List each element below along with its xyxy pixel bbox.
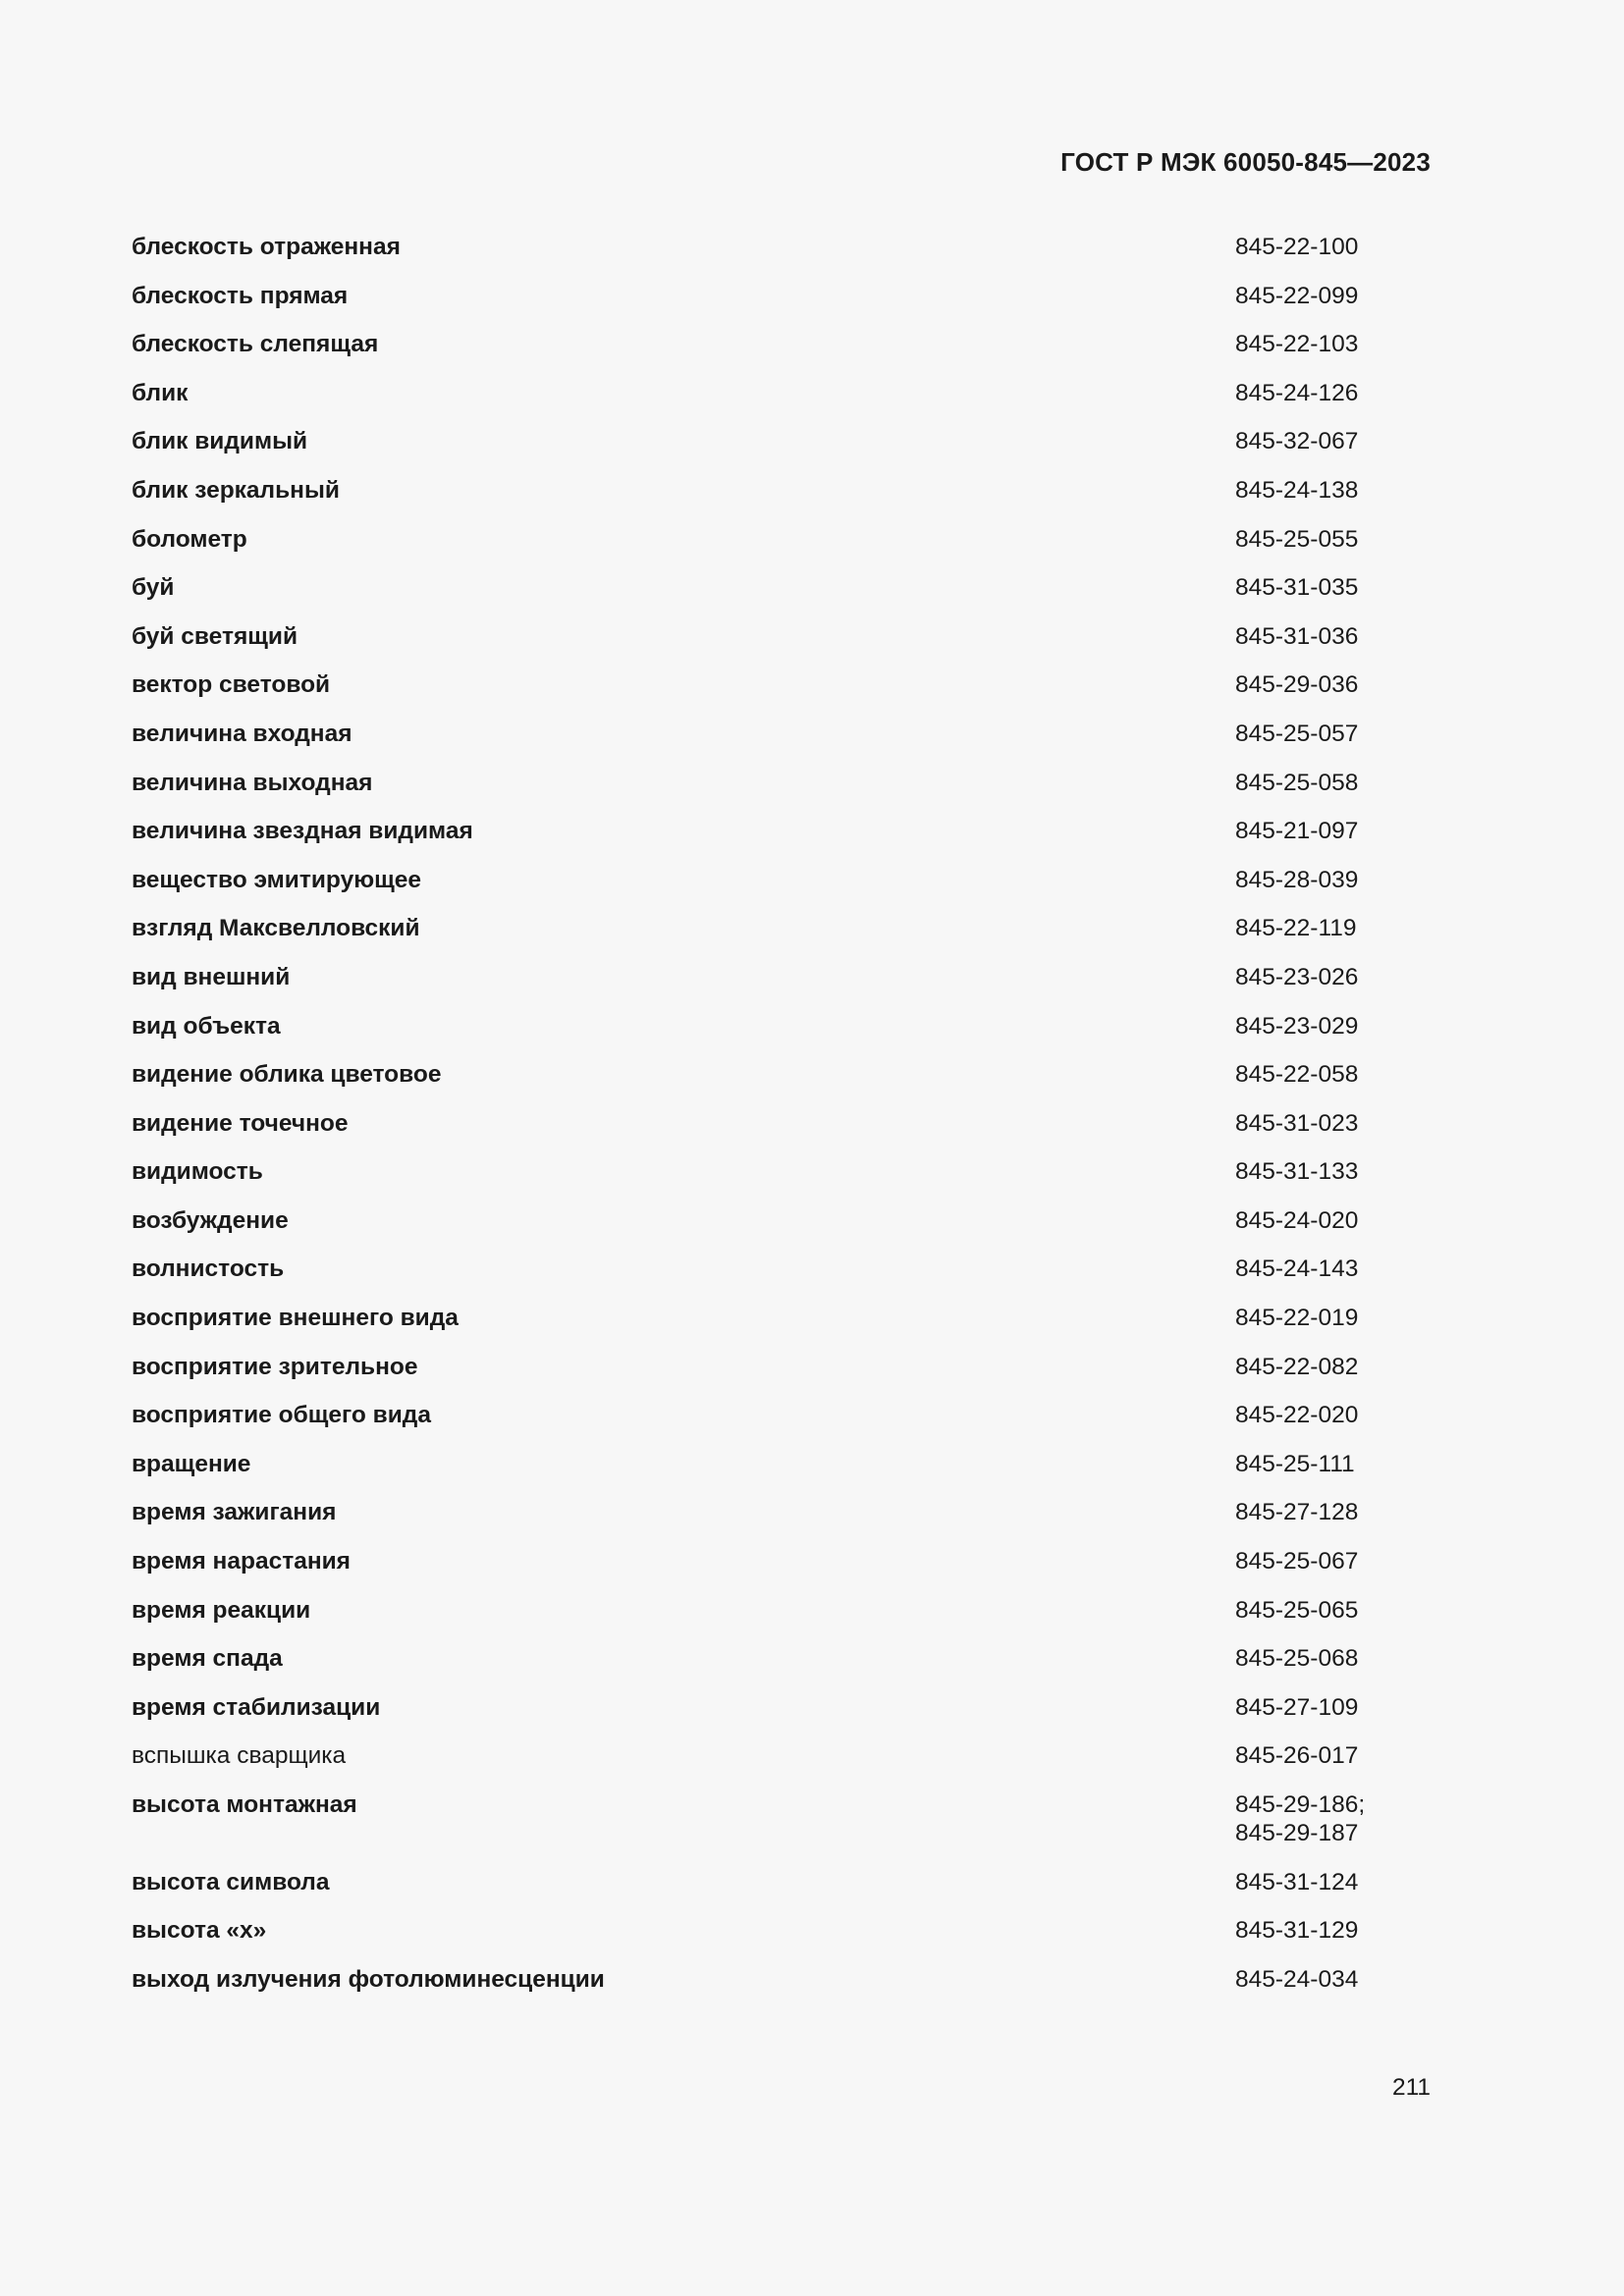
index-code: 845-29-187 (1235, 1820, 1359, 1846)
index-term: высота монтажная (132, 1791, 357, 1818)
index-codes (1235, 1596, 1388, 1625)
index-entry (132, 525, 1388, 554)
index-entry (132, 1693, 1388, 1722)
index-entry (132, 1644, 1388, 1673)
index-code: 845-31-023 (1235, 1109, 1359, 1137)
index-entry (132, 476, 1388, 505)
index-code: 845-29-036 (1235, 671, 1359, 699)
index-entry (132, 1450, 1388, 1478)
index-term: восприятие зрительное (132, 1353, 418, 1380)
index-entry (132, 1790, 1388, 1847)
index-code: 845-32-067 (1235, 428, 1359, 455)
index-code: 845-27-109 (1235, 1693, 1359, 1721)
index-entry (132, 817, 1388, 845)
index-entry (132, 1965, 1388, 1994)
index-term: величина звездная видимая (132, 818, 473, 845)
index-term: вид внешний (132, 963, 291, 990)
index-codes (1235, 1109, 1388, 1138)
index-term: блескость отраженная (132, 234, 401, 260)
index-term: вещество эмитирующее (132, 866, 422, 893)
index-code: 845-22-099 (1235, 282, 1359, 309)
index-code: 845-24-138 (1235, 476, 1359, 504)
index-entry (132, 1498, 1388, 1526)
index-term: блик (132, 379, 189, 406)
index-code: 845-22-019 (1235, 1305, 1359, 1332)
index-entry (132, 1060, 1388, 1089)
index-term: вид объекта (132, 1012, 281, 1040)
index-codes (1235, 1255, 1388, 1283)
index-code: 845-29-186; (1235, 1791, 1366, 1818)
index-term: восприятие внешнего вида (132, 1305, 459, 1332)
index-code: 845-27-128 (1235, 1499, 1359, 1526)
index-entry (132, 1547, 1388, 1575)
index-entry (132, 1206, 1388, 1235)
index-entry (132, 233, 1388, 261)
index-code: 845-26-017 (1235, 1742, 1359, 1770)
index-codes (1235, 1916, 1388, 1945)
index-codes (1235, 1157, 1388, 1186)
index-entry (132, 379, 1388, 407)
index-term: вращение (132, 1450, 251, 1477)
index-codes (1235, 1965, 1388, 1994)
index-term: время стабилизации (132, 1693, 381, 1721)
index-term: величина входная (132, 720, 352, 747)
index-codes (1235, 914, 1388, 942)
index-codes (1235, 963, 1388, 991)
index-code: 845-22-119 (1235, 915, 1357, 942)
index-entry (132, 914, 1388, 942)
index-code: 845-31-036 (1235, 622, 1359, 650)
index-codes (1235, 1693, 1388, 1722)
index-code: 845-23-026 (1235, 963, 1359, 990)
index-code: 845-22-058 (1235, 1061, 1359, 1089)
index-entry (132, 1401, 1388, 1429)
index-codes (1235, 573, 1388, 602)
index-codes (1235, 1644, 1388, 1673)
index-entry (132, 573, 1388, 602)
index-code: 845-24-034 (1235, 1965, 1359, 1993)
index-code: 845-24-020 (1235, 1206, 1359, 1234)
index-term: буй (132, 574, 175, 602)
index-entry (132, 1109, 1388, 1138)
index-term: возбуждение (132, 1206, 289, 1234)
index-codes (1235, 1868, 1388, 1896)
index-codes (1235, 670, 1388, 699)
index-entry (132, 769, 1388, 797)
index-entry (132, 866, 1388, 894)
index-codes (1235, 1790, 1388, 1847)
index-entry (132, 1255, 1388, 1283)
index-entry (132, 427, 1388, 455)
index-term: блик видимый (132, 428, 308, 455)
index-code: 845-31-124 (1235, 1868, 1359, 1896)
index-codes (1235, 622, 1388, 651)
index-codes (1235, 1206, 1388, 1235)
index-term: блик зеркальный (132, 476, 340, 504)
index-entry (132, 670, 1388, 699)
index-term: выход излучения фотолюминесценции (132, 1965, 605, 1993)
index-term: высота символа (132, 1868, 330, 1896)
index-codes (1235, 1060, 1388, 1089)
index-code: 845-22-103 (1235, 331, 1359, 358)
index-term: восприятие общего вида (132, 1402, 431, 1429)
index-codes (1235, 233, 1388, 261)
index-entry (132, 330, 1388, 358)
index-codes (1235, 1012, 1388, 1041)
index-term: вектор световой (132, 671, 331, 699)
index-term: время зажигания (132, 1499, 337, 1526)
index-term: блескость слепящая (132, 331, 379, 358)
index-codes (1235, 1741, 1388, 1770)
index-entry (132, 1868, 1388, 1896)
index-term: время реакции (132, 1596, 311, 1624)
index-codes (1235, 525, 1388, 554)
index-term: буй светящий (132, 622, 298, 650)
index-code: 845-31-133 (1235, 1158, 1359, 1186)
index-code: 845-31-035 (1235, 574, 1359, 602)
index-term: время спада (132, 1645, 283, 1673)
index-term: болометр (132, 525, 247, 553)
index-code: 845-28-039 (1235, 866, 1359, 893)
index-codes (1235, 330, 1388, 358)
index-entry (132, 1353, 1388, 1381)
index-code: 845-21-097 (1235, 818, 1359, 845)
index-code: 845-31-129 (1235, 1917, 1359, 1945)
page-number: 211 (1391, 2074, 1431, 2101)
index-codes (1235, 427, 1388, 455)
index-entry (132, 1012, 1388, 1041)
index-code: 845-25-055 (1235, 525, 1359, 553)
index-entry (132, 1304, 1388, 1332)
index-code: 845-22-020 (1235, 1402, 1359, 1429)
index-entry (132, 720, 1388, 748)
index-term: взгляд Максвелловский (132, 915, 420, 942)
index-codes (1235, 1304, 1388, 1332)
index-term: волнистость (132, 1255, 285, 1283)
index-code: 845-24-126 (1235, 379, 1359, 406)
index-term: блескость прямая (132, 282, 349, 309)
index-code: 845-25-111 (1235, 1450, 1355, 1477)
index-code: 845-25-057 (1235, 720, 1359, 747)
index-term: вспышка сварщика (132, 1742, 347, 1770)
index-entry (132, 1741, 1388, 1770)
index-term: величина выходная (132, 769, 373, 796)
index-codes (1235, 282, 1388, 310)
index-code: 845-25-065 (1235, 1596, 1359, 1624)
index-entry (132, 1596, 1388, 1625)
index-entry (132, 282, 1388, 310)
document-header: ГОСТ Р МЭК 60050-845—2023 (1060, 147, 1431, 177)
index-codes (1235, 866, 1388, 894)
index-code: 845-25-058 (1235, 769, 1359, 796)
index-codes (1235, 769, 1388, 797)
index-codes (1235, 1353, 1388, 1381)
index-code: 845-24-143 (1235, 1255, 1359, 1283)
index-code: 845-23-029 (1235, 1012, 1359, 1040)
index-term: время нарастания (132, 1548, 351, 1575)
index-term: видимость (132, 1158, 263, 1186)
index-codes (1235, 379, 1388, 407)
index-entry (132, 963, 1388, 991)
index-codes (1235, 720, 1388, 748)
index-codes (1235, 1498, 1388, 1526)
index-code: 845-25-067 (1235, 1548, 1359, 1575)
index-codes (1235, 817, 1388, 845)
index-term: высота «х» (132, 1917, 267, 1945)
index-term: видение точечное (132, 1109, 349, 1137)
index-term: видение облика цветовое (132, 1061, 442, 1089)
index-code: 845-22-082 (1235, 1353, 1359, 1380)
index-codes (1235, 476, 1388, 505)
term-index-list (132, 233, 1388, 2013)
index-entry (132, 1916, 1388, 1945)
index-codes (1235, 1547, 1388, 1575)
index-entry (132, 1157, 1388, 1186)
index-entry (132, 622, 1388, 651)
index-code: 845-25-068 (1235, 1645, 1359, 1673)
index-codes (1235, 1401, 1388, 1429)
index-code: 845-22-100 (1235, 234, 1359, 260)
index-codes (1235, 1450, 1388, 1478)
